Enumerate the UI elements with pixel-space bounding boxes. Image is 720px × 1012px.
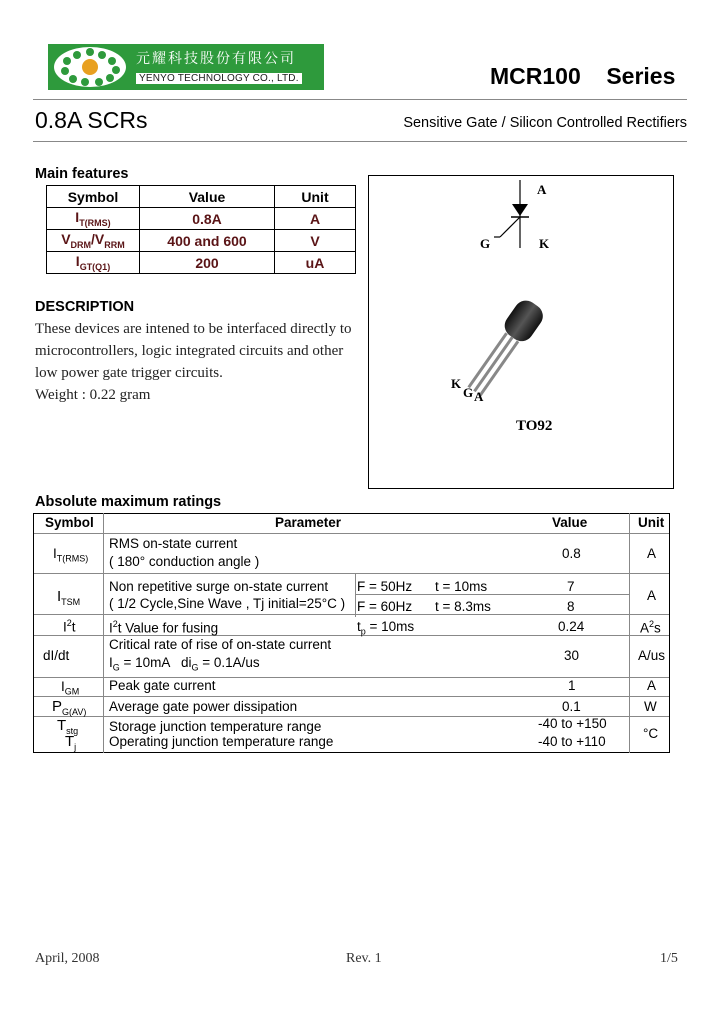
symbol-cell: $P_{G(AV)}$ [52, 698, 87, 717]
symbol-cell: dI/dt [43, 648, 70, 663]
symbol-cell: $I_{TSM}$ [57, 588, 81, 607]
parameter-text: Average gate power dissipation [109, 699, 298, 714]
footer-date: April, 2008 [35, 951, 100, 966]
col-parameter: Parameter [275, 515, 342, 530]
value-cell: 8 [567, 599, 575, 614]
symbol-cell: $V_{DRM}/V_{RRM}$ [47, 230, 140, 252]
description-line: microcontrollers, logic integrated circuits and other [35, 343, 344, 359]
description-heading: DESCRIPTION [35, 299, 135, 315]
condition-text: t = 8.3ms [435, 599, 491, 614]
pin-label-anode: A [537, 182, 547, 197]
symbol-cell: $I_{T(RMS)}$ [53, 546, 89, 564]
symbol-cell: $T_{stg}$ [57, 717, 79, 736]
table-row [47, 230, 356, 252]
product-title: 0.8A SCRs [35, 107, 148, 133]
value-cell: 0.1 [562, 699, 581, 714]
footer-page: 1/5 [660, 951, 678, 966]
col-unit: Unit [638, 515, 665, 530]
leg-label-g: G [463, 385, 474, 400]
main-features-table [46, 185, 356, 274]
unit-cell: A [647, 588, 657, 603]
main-features-heading: Main features [35, 166, 129, 182]
value-cell: -40 to +150 [538, 716, 607, 731]
table-row [47, 208, 356, 230]
col-value: Value [140, 186, 275, 208]
parameter-text: Storage junction temperature range [109, 719, 322, 734]
col-symbol: Symbol [45, 515, 94, 530]
condition-text: t = 10ms [435, 579, 488, 594]
parameter-text: Critical rate of rise of on-state current [109, 637, 332, 652]
col-symbol: Symbol [47, 186, 140, 208]
parameter-text: Peak gate current [109, 678, 216, 693]
company-name-english: YENYO TECHNOLOGY CO., LTD. [136, 73, 302, 84]
symbol-cell: $I^2t$ [63, 618, 76, 635]
pin-label-cathode: K [539, 236, 550, 251]
weight-line: Weight : 0.22 gram [35, 387, 151, 403]
unit-cell: $A^2s$ [640, 619, 661, 636]
unit-cell: V [275, 230, 356, 252]
parameter-text: ( 1/2 Cycle,Sine Wave , Tj initial=25°C ) [109, 596, 346, 611]
table-row [47, 252, 356, 274]
value-cell: 200 [140, 252, 275, 274]
parameter-text: Non repetitive surge on-state current [109, 579, 329, 594]
unit-cell: A [647, 678, 657, 693]
unit-cell: W [644, 699, 657, 714]
symbol-cell: $I_{T(RMS)}$ [47, 208, 140, 230]
pin-label-gate: G [480, 236, 491, 251]
symbol-cell: $I_{GM}$ [61, 679, 80, 697]
parameter-text: ( 180° conduction angle ) [109, 554, 260, 569]
package-name: TO92 [516, 418, 553, 434]
value-cell: 0.8 [562, 546, 581, 561]
ratings-heading: Absolute maximum ratings [35, 494, 222, 510]
sunflower-logo-icon [52, 45, 132, 89]
value-cell: 7 [567, 579, 575, 594]
divider [33, 141, 687, 142]
footer-revision: Rev. 1 [346, 951, 382, 966]
description-line: low power gate trigger circuits. [35, 365, 223, 381]
leg-label-k: K [451, 376, 462, 391]
value-cell: 0.24 [558, 619, 585, 634]
unit-cell: A [275, 208, 356, 230]
leg-label-a: A [474, 389, 484, 404]
condition-text: F = 60Hz [357, 599, 413, 614]
description-line: These devices are intened to be interfaced directly to [35, 321, 352, 337]
unit-cell: uA [275, 252, 356, 274]
parameter-text: $I^2t$ Value for fusing [109, 619, 219, 636]
value-cell: 0.8A [140, 208, 275, 230]
unit-cell: A/us [638, 648, 666, 663]
divider [33, 99, 687, 100]
unit-cell: °C [643, 726, 659, 741]
col-value: Value [552, 515, 588, 530]
ratings-table [33, 513, 670, 753]
condition-text: F = 50Hz [357, 579, 413, 594]
series-title: MCR100 Series [490, 63, 676, 89]
parameter-text: RMS on-state current [109, 536, 238, 551]
value-cell: -40 to +110 [538, 734, 606, 749]
value-cell: 1 [568, 678, 576, 693]
unit-cell: A [647, 546, 657, 561]
symbol-cell: $I_{GT(Q1)}$ [47, 252, 140, 274]
product-subtitle: Sensitive Gate / Silicon Controlled Rectifiers [403, 115, 687, 131]
col-unit: Unit [275, 186, 356, 208]
value-cell: 400 and 600 [140, 230, 275, 252]
company-name-chinese: 元耀科技股份有限公司 [136, 51, 296, 67]
symbol-cell: $T_j$ [65, 733, 77, 752]
parameter-text: $I_G = 10mA$ $di_G = 0.1A/us$ [109, 655, 260, 673]
parameter-text: Operating junction temperature range [109, 734, 334, 749]
condition-text: $t_p = 10ms$ [357, 619, 415, 637]
value-cell: 30 [564, 648, 580, 663]
